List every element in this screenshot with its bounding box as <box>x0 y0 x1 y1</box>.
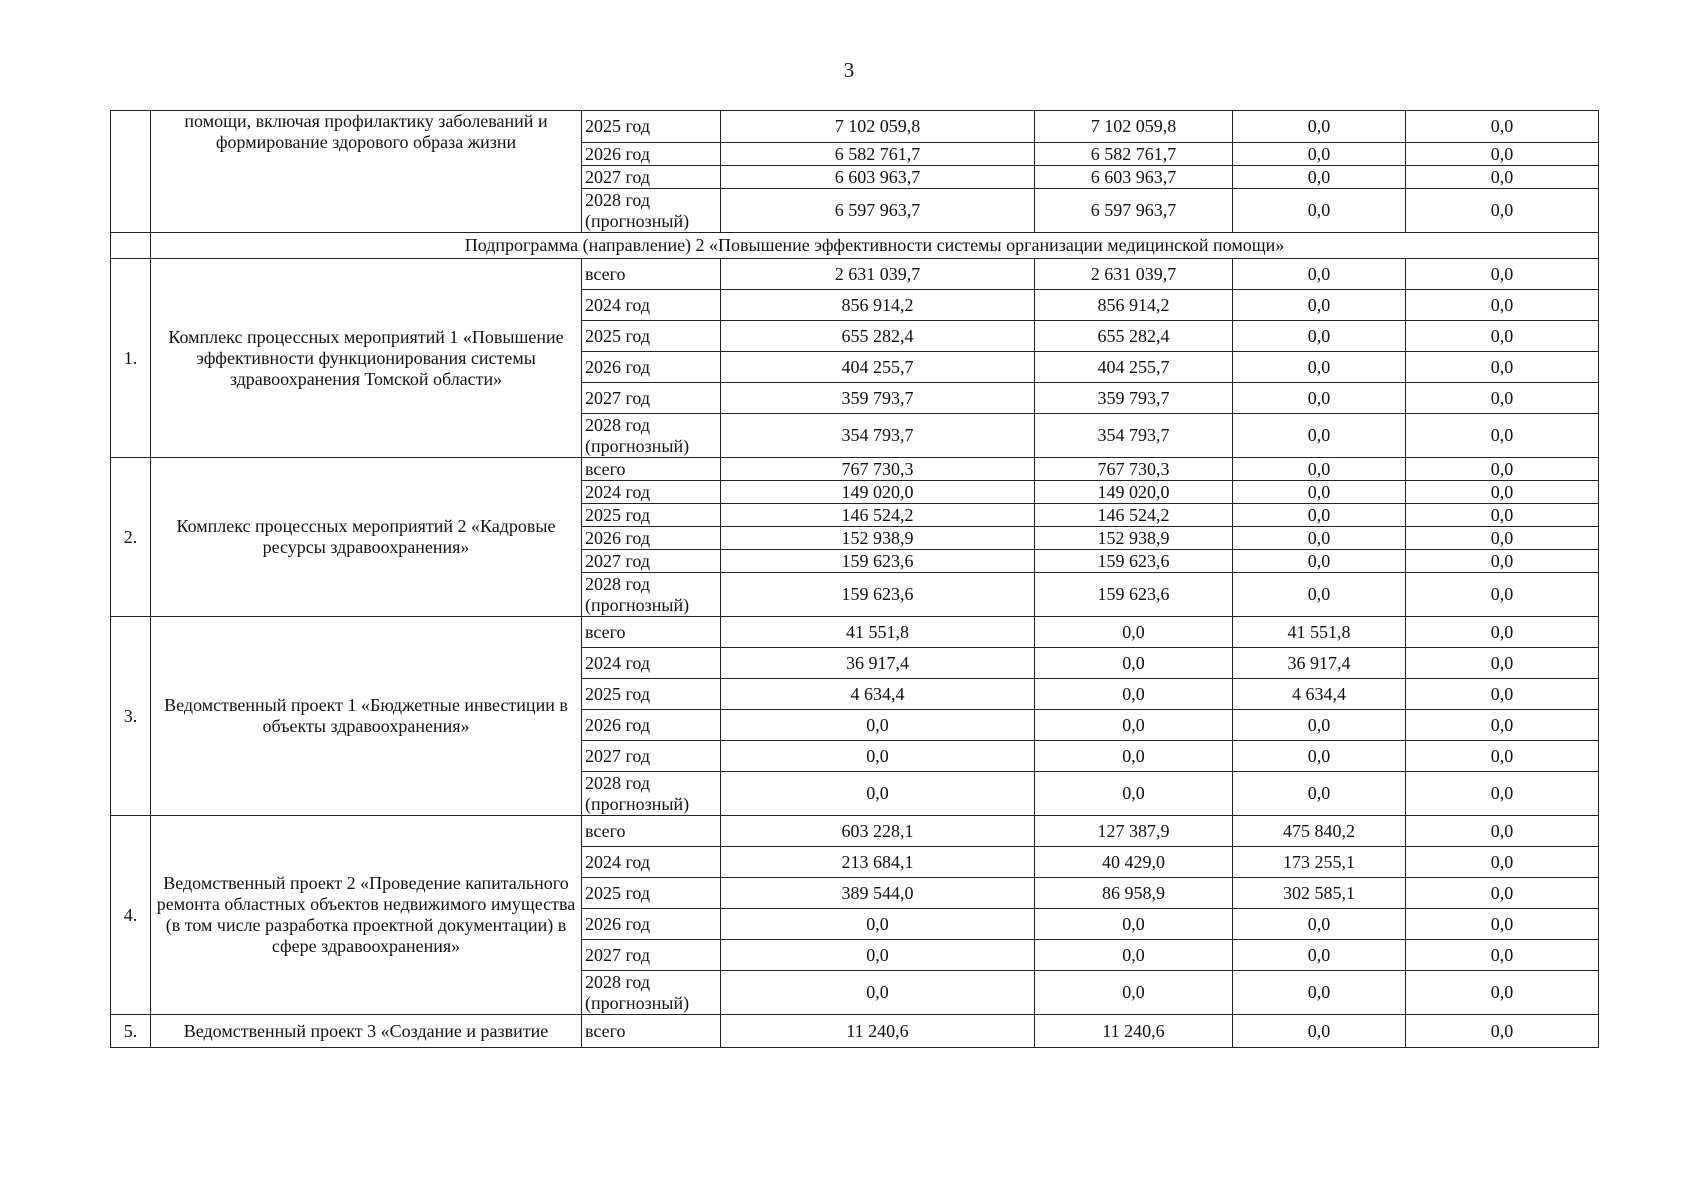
regional-budget-cell: 359 793,7 <box>1035 383 1233 414</box>
other-sources-cell: 0,0 <box>1406 1015 1599 1048</box>
total-cell: 404 255,7 <box>721 352 1035 383</box>
other-sources-cell: 0,0 <box>1406 481 1599 504</box>
regional-budget-cell: 404 255,7 <box>1035 352 1233 383</box>
item-name-cell: Комплекс процессных мероприятий 1 «Повышение эффективности функционирования системы здравоохранения Томской области» <box>151 259 582 458</box>
total-cell: 767 730,3 <box>721 458 1035 481</box>
other-sources-cell: 0,0 <box>1406 573 1599 617</box>
federal-budget-cell: 0,0 <box>1233 971 1406 1015</box>
regional-budget-cell: 0,0 <box>1035 710 1233 741</box>
federal-budget-cell: 0,0 <box>1233 527 1406 550</box>
total-cell: 7 102 059,8 <box>721 111 1035 143</box>
other-sources-cell: 0,0 <box>1406 550 1599 573</box>
total-cell: 11 240,6 <box>721 1015 1035 1048</box>
other-sources-cell: 0,0 <box>1406 383 1599 414</box>
regional-budget-cell: 354 793,7 <box>1035 414 1233 458</box>
total-cell: 354 793,7 <box>721 414 1035 458</box>
year-cell: 2025 год <box>582 504 721 527</box>
year-cell: 2027 год <box>582 940 721 971</box>
total-cell: 0,0 <box>721 909 1035 940</box>
regional-budget-cell: 159 623,6 <box>1035 550 1233 573</box>
federal-budget-cell: 0,0 <box>1233 550 1406 573</box>
federal-budget-cell: 0,0 <box>1233 383 1406 414</box>
regional-budget-cell: 856 914,2 <box>1035 290 1233 321</box>
other-sources-cell: 0,0 <box>1406 189 1599 233</box>
total-cell: 6 582 761,7 <box>721 143 1035 166</box>
item-number-cell: 5. <box>111 1015 151 1048</box>
subprogram-row <box>111 233 1599 259</box>
regional-budget-cell: 2 631 039,7 <box>1035 259 1233 290</box>
year-cell: 2026 год <box>582 143 721 166</box>
federal-budget-cell: 0,0 <box>1233 111 1406 143</box>
other-sources-cell: 0,0 <box>1406 458 1599 481</box>
regional-budget-cell: 11 240,6 <box>1035 1015 1233 1048</box>
federal-budget-cell: 0,0 <box>1233 940 1406 971</box>
item-name-cell: Ведомственный проект 1 «Бюджетные инвестиции в объекты здравоохранения» <box>151 617 582 816</box>
federal-budget-cell: 0,0 <box>1233 481 1406 504</box>
item-number-cell: 3. <box>111 617 151 816</box>
federal-budget-cell: 173 255,1 <box>1233 847 1406 878</box>
item-name-cell: Ведомственный проект 3 «Создание и развитие <box>151 1015 582 1048</box>
year-cell: 2025 год <box>582 679 721 710</box>
federal-budget-cell: 475 840,2 <box>1233 816 1406 847</box>
year-cell: 2024 год <box>582 481 721 504</box>
regional-budget-cell: 159 623,6 <box>1035 573 1233 617</box>
regional-budget-cell: 40 429,0 <box>1035 847 1233 878</box>
federal-budget-cell: 4 634,4 <box>1233 679 1406 710</box>
federal-budget-cell: 0,0 <box>1233 259 1406 290</box>
other-sources-cell: 0,0 <box>1406 290 1599 321</box>
federal-budget-cell: 0,0 <box>1233 352 1406 383</box>
other-sources-cell: 0,0 <box>1406 504 1599 527</box>
other-sources-cell: 0,0 <box>1406 414 1599 458</box>
other-sources-cell: 0,0 <box>1406 940 1599 971</box>
regional-budget-cell: 86 958,9 <box>1035 878 1233 909</box>
item-name-cell: помощи, включая профилактику заболеваний и формирование здорового образа жизни <box>151 111 582 233</box>
regional-budget-cell: 146 524,2 <box>1035 504 1233 527</box>
year-cell: 2024 год <box>582 847 721 878</box>
federal-budget-cell: 36 917,4 <box>1233 648 1406 679</box>
other-sources-cell: 0,0 <box>1406 143 1599 166</box>
regional-budget-cell: 0,0 <box>1035 617 1233 648</box>
table-row <box>111 816 1599 847</box>
item-number-cell: 2. <box>111 458 151 617</box>
other-sources-cell: 0,0 <box>1406 816 1599 847</box>
year-cell: всего <box>582 458 721 481</box>
regional-budget-cell: 0,0 <box>1035 648 1233 679</box>
page-number: 3 <box>843 58 855 82</box>
item-number-cell <box>111 233 151 259</box>
total-cell: 359 793,7 <box>721 383 1035 414</box>
federal-budget-cell: 0,0 <box>1233 504 1406 527</box>
subprogram-title: Подпрограмма (направление) 2 «Повышение эффективности системы организации медицинской помощи» <box>151 233 1599 259</box>
year-cell: всего <box>582 259 721 290</box>
federal-budget-cell: 0,0 <box>1233 143 1406 166</box>
other-sources-cell: 0,0 <box>1406 648 1599 679</box>
table-row <box>111 458 1599 481</box>
total-cell: 159 623,6 <box>721 550 1035 573</box>
regional-budget-cell: 0,0 <box>1035 679 1233 710</box>
regional-budget-cell: 0,0 <box>1035 772 1233 816</box>
item-name-cell: Комплекс процессных мероприятий 2 «Кадровые ресурсы здравоохранения» <box>151 458 582 617</box>
year-cell: 2025 год <box>582 878 721 909</box>
federal-budget-cell: 302 585,1 <box>1233 878 1406 909</box>
total-cell: 36 917,4 <box>721 648 1035 679</box>
regional-budget-cell: 0,0 <box>1035 909 1233 940</box>
regional-budget-cell: 0,0 <box>1035 940 1233 971</box>
regional-budget-cell: 6 597 963,7 <box>1035 189 1233 233</box>
total-cell: 149 020,0 <box>721 481 1035 504</box>
other-sources-cell: 0,0 <box>1406 878 1599 909</box>
year-cell: 2027 год <box>582 550 721 573</box>
federal-budget-cell: 0,0 <box>1233 573 1406 617</box>
total-cell: 146 524,2 <box>721 504 1035 527</box>
year-cell: 2028 год (прогнозный) <box>582 414 721 458</box>
regional-budget-cell: 149 020,0 <box>1035 481 1233 504</box>
federal-budget-cell: 0,0 <box>1233 166 1406 189</box>
total-cell: 152 938,9 <box>721 527 1035 550</box>
other-sources-cell: 0,0 <box>1406 971 1599 1015</box>
year-cell: 2027 год <box>582 383 721 414</box>
total-cell: 6 597 963,7 <box>721 189 1035 233</box>
federal-budget-cell: 0,0 <box>1233 741 1406 772</box>
item-name-cell: Ведомственный проект 2 «Проведение капитального ремонта областных объектов недвижимого имущества (в том числе разработка проектной документации) в сфере здравоохранения» <box>151 816 582 1015</box>
regional-budget-cell: 7 102 059,8 <box>1035 111 1233 143</box>
federal-budget-cell: 41 551,8 <box>1233 617 1406 648</box>
other-sources-cell: 0,0 <box>1406 111 1599 143</box>
total-cell: 0,0 <box>721 940 1035 971</box>
regional-budget-cell: 655 282,4 <box>1035 321 1233 352</box>
other-sources-cell: 0,0 <box>1406 741 1599 772</box>
other-sources-cell: 0,0 <box>1406 321 1599 352</box>
federal-budget-cell: 0,0 <box>1233 189 1406 233</box>
total-cell: 0,0 <box>721 971 1035 1015</box>
total-cell: 0,0 <box>721 741 1035 772</box>
other-sources-cell: 0,0 <box>1406 710 1599 741</box>
table-row <box>111 1015 1599 1048</box>
total-cell: 655 282,4 <box>721 321 1035 352</box>
year-cell: 2028 год (прогнозный) <box>582 971 721 1015</box>
year-cell: 2026 год <box>582 710 721 741</box>
federal-budget-cell: 0,0 <box>1233 710 1406 741</box>
total-cell: 0,0 <box>721 772 1035 816</box>
federal-budget-cell: 0,0 <box>1233 414 1406 458</box>
total-cell: 603 228,1 <box>721 816 1035 847</box>
budget-table-body <box>111 111 1599 1048</box>
other-sources-cell: 0,0 <box>1406 679 1599 710</box>
total-cell: 0,0 <box>721 710 1035 741</box>
other-sources-cell: 0,0 <box>1406 909 1599 940</box>
other-sources-cell: 0,0 <box>1406 772 1599 816</box>
total-cell: 6 603 963,7 <box>721 166 1035 189</box>
year-cell: всего <box>582 1015 721 1048</box>
regional-budget-cell: 152 938,9 <box>1035 527 1233 550</box>
regional-budget-cell: 127 387,9 <box>1035 816 1233 847</box>
year-cell: всего <box>582 617 721 648</box>
total-cell: 2 631 039,7 <box>721 259 1035 290</box>
year-cell: 2028 год (прогнозный) <box>582 573 721 617</box>
total-cell: 4 634,4 <box>721 679 1035 710</box>
other-sources-cell: 0,0 <box>1406 847 1599 878</box>
regional-budget-cell: 0,0 <box>1035 971 1233 1015</box>
year-cell: 2026 год <box>582 352 721 383</box>
table-row <box>111 111 1599 143</box>
other-sources-cell: 0,0 <box>1406 527 1599 550</box>
item-number-cell <box>111 111 151 233</box>
year-cell: 2025 год <box>582 321 721 352</box>
federal-budget-cell: 0,0 <box>1233 458 1406 481</box>
total-cell: 41 551,8 <box>721 617 1035 648</box>
regional-budget-cell: 6 603 963,7 <box>1035 166 1233 189</box>
regional-budget-cell: 767 730,3 <box>1035 458 1233 481</box>
year-cell: 2026 год <box>582 527 721 550</box>
federal-budget-cell: 0,0 <box>1233 290 1406 321</box>
year-cell: 2026 год <box>582 909 721 940</box>
budget-table <box>110 110 1599 1048</box>
year-cell: 2028 год (прогнозный) <box>582 189 721 233</box>
total-cell: 213 684,1 <box>721 847 1035 878</box>
federal-budget-cell: 0,0 <box>1233 909 1406 940</box>
year-cell: 2024 год <box>582 290 721 321</box>
year-cell: 2027 год <box>582 166 721 189</box>
federal-budget-cell: 0,0 <box>1233 1015 1406 1048</box>
year-cell: 2025 год <box>582 111 721 143</box>
federal-budget-cell: 0,0 <box>1233 772 1406 816</box>
other-sources-cell: 0,0 <box>1406 617 1599 648</box>
regional-budget-cell: 6 582 761,7 <box>1035 143 1233 166</box>
year-cell: 2024 год <box>582 648 721 679</box>
total-cell: 856 914,2 <box>721 290 1035 321</box>
year-cell: 2028 год (прогнозный) <box>582 772 721 816</box>
other-sources-cell: 0,0 <box>1406 352 1599 383</box>
item-number-cell: 4. <box>111 816 151 1015</box>
regional-budget-cell: 0,0 <box>1035 741 1233 772</box>
other-sources-cell: 0,0 <box>1406 259 1599 290</box>
other-sources-cell: 0,0 <box>1406 166 1599 189</box>
year-cell: 2027 год <box>582 741 721 772</box>
item-number-cell: 1. <box>111 259 151 458</box>
total-cell: 159 623,6 <box>721 573 1035 617</box>
table-row <box>111 259 1599 290</box>
total-cell: 389 544,0 <box>721 878 1035 909</box>
federal-budget-cell: 0,0 <box>1233 321 1406 352</box>
year-cell: всего <box>582 816 721 847</box>
table-row <box>111 617 1599 648</box>
